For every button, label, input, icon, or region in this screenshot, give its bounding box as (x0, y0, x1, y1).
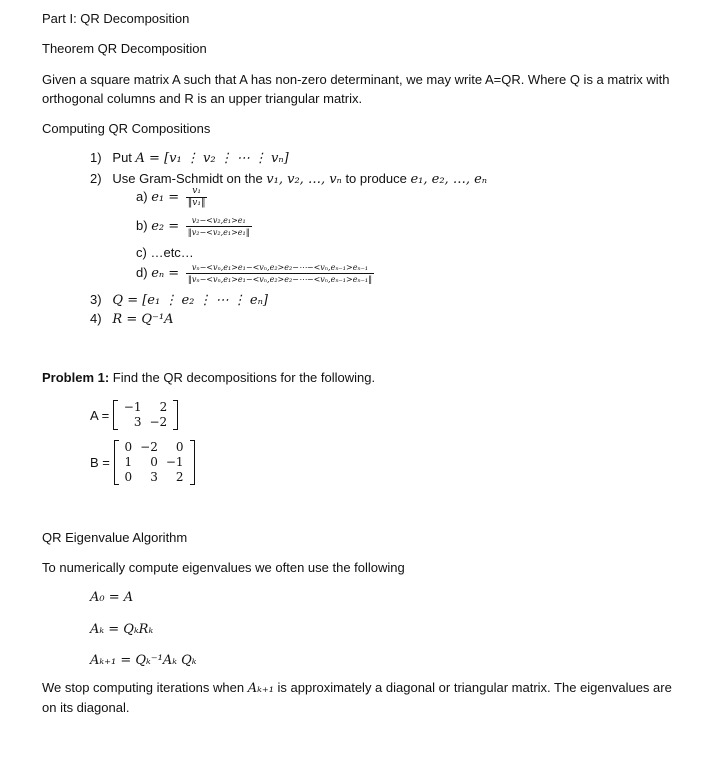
closing-text-a: We stop computing iterations when (42, 680, 248, 695)
equation-a0: A₀ = A (90, 590, 134, 605)
closing-text-b: is approximately a diagonal or triangular matrix. The eigenvalues are on its diagonal. (42, 680, 672, 715)
substep-b-lhs: e₂ = (151, 218, 180, 234)
step-4-math: R = Q⁻¹A (112, 312, 174, 327)
matrix-b-label: B = (90, 455, 110, 470)
step-2-math-b: e₁, e₂, …, eₙ (410, 172, 488, 187)
step-2-math-a: v₁, v₂, …, vₙ (266, 172, 342, 187)
substep-d-numerator: vₙ−<vₙ,e₁>e₁−<vₙ,e₂>e₂−⋯−<vₙ,eₙ₋₁>eₙ₋₁ (186, 262, 374, 274)
step-1-math: A = [v₁ ⋮ v₂ ⋮ ⋯ ⋮ vₙ] (135, 151, 289, 166)
substep-c-label: c) (136, 245, 147, 260)
matrix-a-cell: −2 (149, 415, 168, 429)
matrix-a-label: A = (90, 407, 110, 423)
substep-b-numerator: v₂−<v₂,e₁>e₁ (186, 215, 252, 227)
matrix-b-cell: 1 (124, 455, 133, 469)
step-2-text-a: Use Gram-Schmidt on the (112, 171, 267, 186)
substep-a-label: a) (136, 188, 148, 204)
substep-c-text: …etc… (150, 245, 194, 260)
closing-math: Aₖ₊₁ (247, 681, 274, 696)
substep-d-denominator: ‖vₙ−<vₙ,e₁>e₁−<vₙ,e₂>e₂−⋯−<vₙ,eₙ₋₁>eₙ₋₁‖ (187, 275, 373, 284)
matrix-b-cell: 0 (175, 440, 184, 454)
substep-c (136, 245, 194, 260)
equation-ak: Aₖ = QₖRₖ (90, 622, 154, 637)
matrix-b (114, 440, 195, 485)
equation-ak1: Aₖ₊₁ = Qₖ⁻¹Aₖ Qₖ (90, 653, 197, 668)
substep-a-denominator: ‖v₁‖ (187, 198, 206, 208)
matrix-a-block (90, 400, 178, 430)
step-2 (90, 171, 487, 187)
eigen-intro: To numerically compute eigenvalues we often use the following (42, 560, 405, 575)
substep-b-denominator: ‖v₂−<v₂,e₁>e₁‖ (187, 228, 250, 237)
substep-d-lhs: eₙ = (151, 265, 180, 281)
matrix-b-cell: 0 (150, 455, 158, 469)
eigen-title: QR Eigenvalue Algorithm (42, 530, 188, 545)
step-4 (90, 311, 173, 327)
problem-text: Find the QR decompositions for the following. (109, 370, 376, 385)
matrix-a-cell: 2 (159, 400, 168, 414)
matrix-b-block (90, 440, 195, 485)
substep-d-label: d) (136, 264, 148, 280)
part-title: Part I: QR Decomposition (42, 11, 190, 26)
substep-a-numerator: v₁ (186, 186, 208, 198)
problem-heading (42, 370, 375, 385)
substep-a (136, 186, 207, 209)
matrix-b-cell: 0 (124, 470, 133, 484)
step-1-text: Put (112, 150, 136, 165)
step-4-number: 4) (90, 311, 102, 326)
substep-a-lhs: e₁ = (151, 189, 180, 205)
substep-b-label: b) (136, 217, 148, 233)
matrix-b-cell: 2 (175, 470, 184, 484)
step-2-number: 2) (90, 171, 102, 186)
theorem-body: Given a square matrix A such that A has non-zero determinant, we may write A=QR. Where Q is a matrix with orthogonal columns and R is an upper triangular matrix. (42, 72, 670, 106)
step-1-number: 1) (90, 150, 102, 165)
substep-b (136, 215, 252, 238)
theorem-title: Theorem QR Decomposition (42, 41, 207, 56)
matrix-a-cell: 3 (133, 415, 142, 429)
problem-label: Problem 1: (42, 370, 110, 385)
computing-title: Computing QR Compositions (42, 121, 211, 136)
matrix-a-cell: −1 (123, 400, 142, 414)
step-3-number: 3) (90, 292, 102, 307)
matrix-b-cell: 3 (150, 470, 158, 484)
step-3 (90, 292, 268, 308)
matrix-b-cell: −2 (140, 440, 158, 454)
step-2-text-b: to produce (341, 171, 411, 186)
substep-d (136, 262, 374, 285)
matrix-b-cell: 0 (124, 440, 133, 454)
matrix-b-cell: −1 (165, 455, 184, 469)
step-3-math: Q = [e₁ ⋮ e₂ ⋮ ⋯ ⋮ eₙ] (112, 293, 268, 308)
closing-paragraph (42, 678, 672, 717)
matrix-a (113, 400, 178, 430)
step-1 (90, 150, 289, 166)
